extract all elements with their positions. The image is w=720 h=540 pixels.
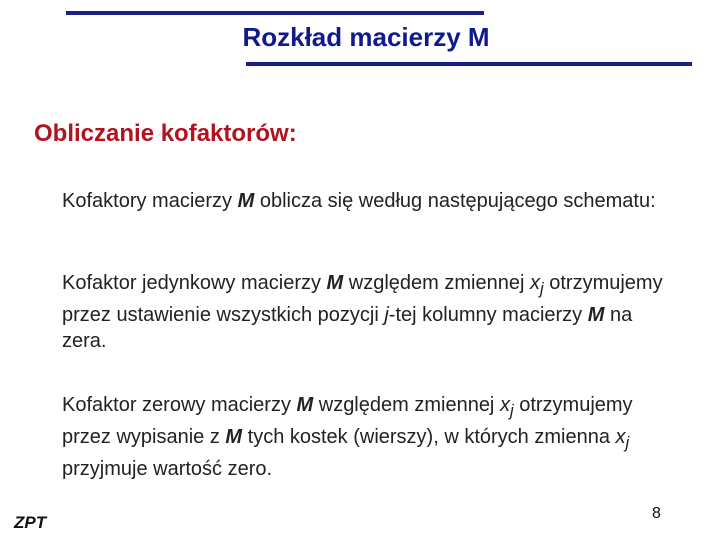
text-run: Kofaktor zerowy macierzy xyxy=(62,394,297,416)
index-symbol: j xyxy=(384,304,389,326)
text-run: względem zmiennej xyxy=(343,272,530,294)
text-run: przyjmuje wartość zero. xyxy=(62,458,273,480)
variable-symbol: x xyxy=(529,272,540,294)
matrix-symbol: M xyxy=(237,190,255,212)
title-rule-top xyxy=(66,11,484,15)
paragraph-zero-cofactor xyxy=(62,392,682,482)
paragraph-cofactor-schema xyxy=(62,188,682,214)
footer-label: ZPT xyxy=(14,513,47,532)
slide-title: Rozkład macierzy M xyxy=(242,22,490,52)
text-run: -tej kolumny macierzy xyxy=(388,304,588,326)
matrix-symbol: M xyxy=(296,394,314,416)
variable-subscript: j xyxy=(539,279,544,298)
text-run: na zera. xyxy=(62,304,633,352)
text-run: tych kostek (wierszy), w których zmienna xyxy=(242,426,616,448)
text-run: Kofaktory macierzy xyxy=(62,190,238,212)
section-heading: Obliczanie kofaktorów: xyxy=(34,120,297,147)
paragraph-one-cofactor xyxy=(62,270,682,354)
variable-subscript: j xyxy=(625,433,630,452)
matrix-symbol: M xyxy=(587,304,605,326)
matrix-symbol: M xyxy=(326,272,344,294)
variable-symbol: x xyxy=(615,426,626,448)
page-number: 8 xyxy=(652,505,661,522)
matrix-symbol: M xyxy=(225,426,243,448)
title-rule-bottom xyxy=(246,62,692,66)
text-run: względem zmiennej xyxy=(313,394,500,416)
variable-symbol: x xyxy=(499,394,510,416)
variable-subscript: j xyxy=(509,401,514,420)
text-run: oblicza się według następującego schematu: xyxy=(254,190,656,212)
text-run: otrzymujemy przez ustawienie wszystkich pozycji xyxy=(62,272,663,326)
text-run: Kofaktor jedynkowy macierzy xyxy=(62,272,327,294)
text-run: otrzymujemy przez wypisanie z xyxy=(62,394,633,448)
